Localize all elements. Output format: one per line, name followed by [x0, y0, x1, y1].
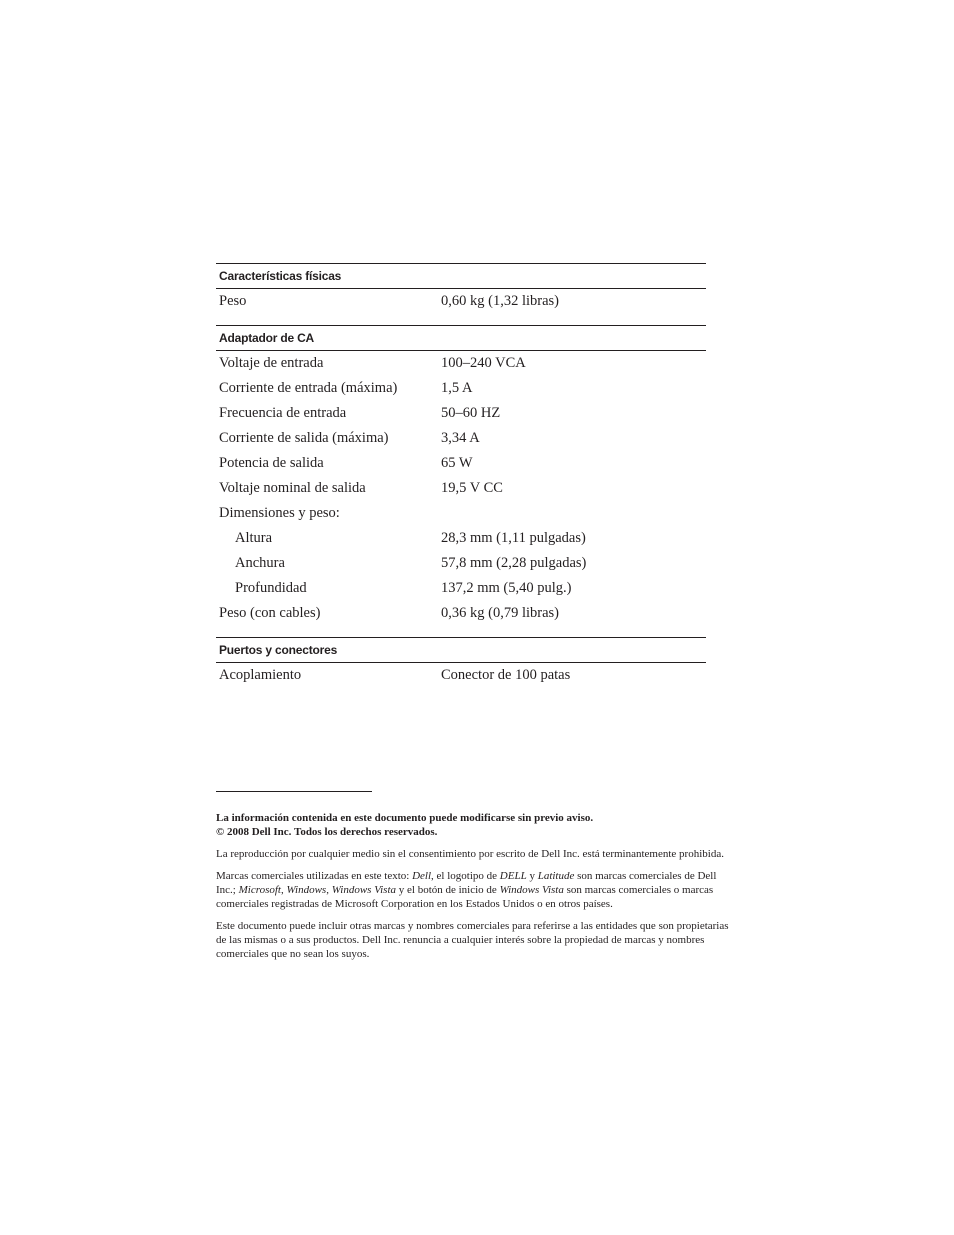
trademark-windows-vista: Windows Vista	[331, 884, 396, 896]
spec-label: Potencia de salida	[219, 455, 324, 471]
trademark-windows: Windows	[286, 884, 327, 896]
spec-value	[441, 501, 706, 526]
spec-row	[216, 351, 706, 376]
spec-value: 50–60 HZ	[441, 405, 501, 421]
trademark-dell-logo: DELL	[499, 870, 527, 882]
spec-value: 3,34 A	[441, 430, 480, 446]
trademark-dell: Dell	[412, 870, 432, 882]
spec-value: 137,2 mm (5,40 pulg.)	[441, 580, 572, 596]
spec-label: Peso (con cables)	[219, 605, 321, 621]
spec-label: Corriente de salida (máxima)	[219, 430, 389, 446]
spec-row	[216, 551, 706, 576]
spec-value: 57,8 mm (2,28 pulgadas)	[441, 555, 587, 571]
spec-row	[216, 376, 706, 401]
spec-value: 65 W	[441, 455, 473, 471]
copyright-line: © 2008 Dell Inc. Todos los derechos reservados.	[216, 826, 438, 838]
spec-row	[216, 501, 706, 526]
section-header: Características físicas	[216, 263, 706, 289]
spec-label: Dimensiones y peso:	[219, 505, 340, 521]
spec-label: Voltaje de entrada	[219, 355, 324, 371]
trademark-latitude: Latitude	[537, 870, 575, 882]
specifications-table	[216, 263, 706, 699]
spec-row	[216, 601, 706, 626]
spec-value: 28,3 mm (1,11 pulgadas)	[441, 530, 586, 546]
spec-row	[216, 451, 706, 476]
legal-notice	[216, 811, 738, 969]
trademark-windows-vista: Windows Vista	[499, 884, 564, 896]
trademark-microsoft: Microsoft	[238, 884, 281, 896]
spec-row	[216, 289, 706, 314]
section-physical	[216, 263, 706, 314]
other-marks-notice: Este documento puede incluir otras marcas y nombres comerciales para referirse a las entidades que son propietarias de las mismas o a sus productos. Dell Inc. renuncia a cualquier interés sobre la propiedad de marcas y nombres comerciales que no sean los suyos.	[216, 920, 729, 960]
section-header: Puertos y conectores	[216, 637, 706, 663]
spec-row	[216, 476, 706, 501]
spec-value: Conector de 100 patas	[441, 667, 571, 683]
section-header: Adaptador de CA	[216, 325, 706, 351]
spec-row	[216, 663, 706, 688]
spec-row	[216, 401, 706, 426]
spec-label: Altura	[235, 530, 273, 546]
spec-value: 0,36 kg (0,79 libras)	[441, 605, 559, 621]
spec-row	[216, 576, 706, 601]
section-ports-connectors	[216, 637, 706, 688]
section-ac-adapter	[216, 325, 706, 626]
copyright-notice	[216, 811, 738, 839]
spec-label: Profundidad	[235, 580, 307, 596]
spec-label: Voltaje nominal de salida	[219, 480, 366, 496]
spec-row	[216, 526, 706, 551]
spec-label: Peso	[219, 293, 247, 309]
spec-value: 100–240 VCA	[441, 355, 526, 371]
footnote-divider	[216, 791, 372, 792]
spec-value: 0,60 kg (1,32 libras)	[441, 293, 559, 309]
spec-label: Frecuencia de entrada	[219, 405, 347, 421]
spec-value: 1,5 A	[441, 380, 473, 396]
spec-label: Acoplamiento	[219, 667, 302, 683]
trademarks-notice: Marcas comerciales utilizadas en este texto: Dell, el logotipo de DELL y Latitude son marcas comerciales de Dell Inc.; Microsoft, Windows, Windows Vista y el botón de inicio de Windows Vista son marcas comerciales o marcas comerciales registradas de Microsoft Corporation en los Estados Unidos o en otros países.	[216, 870, 717, 910]
reproduction-notice: La reproducción por cualquier medio sin el consentimiento por escrito de Dell Inc. está terminantemente prohibida.	[216, 848, 724, 860]
spec-label: Anchura	[235, 555, 285, 571]
notice-change: La información contenida en este documento puede modificarse sin previo aviso.	[216, 812, 594, 824]
spec-label: Corriente de entrada (máxima)	[219, 380, 398, 396]
spec-value: 19,5 V CC	[441, 480, 503, 496]
spec-row	[216, 426, 706, 451]
